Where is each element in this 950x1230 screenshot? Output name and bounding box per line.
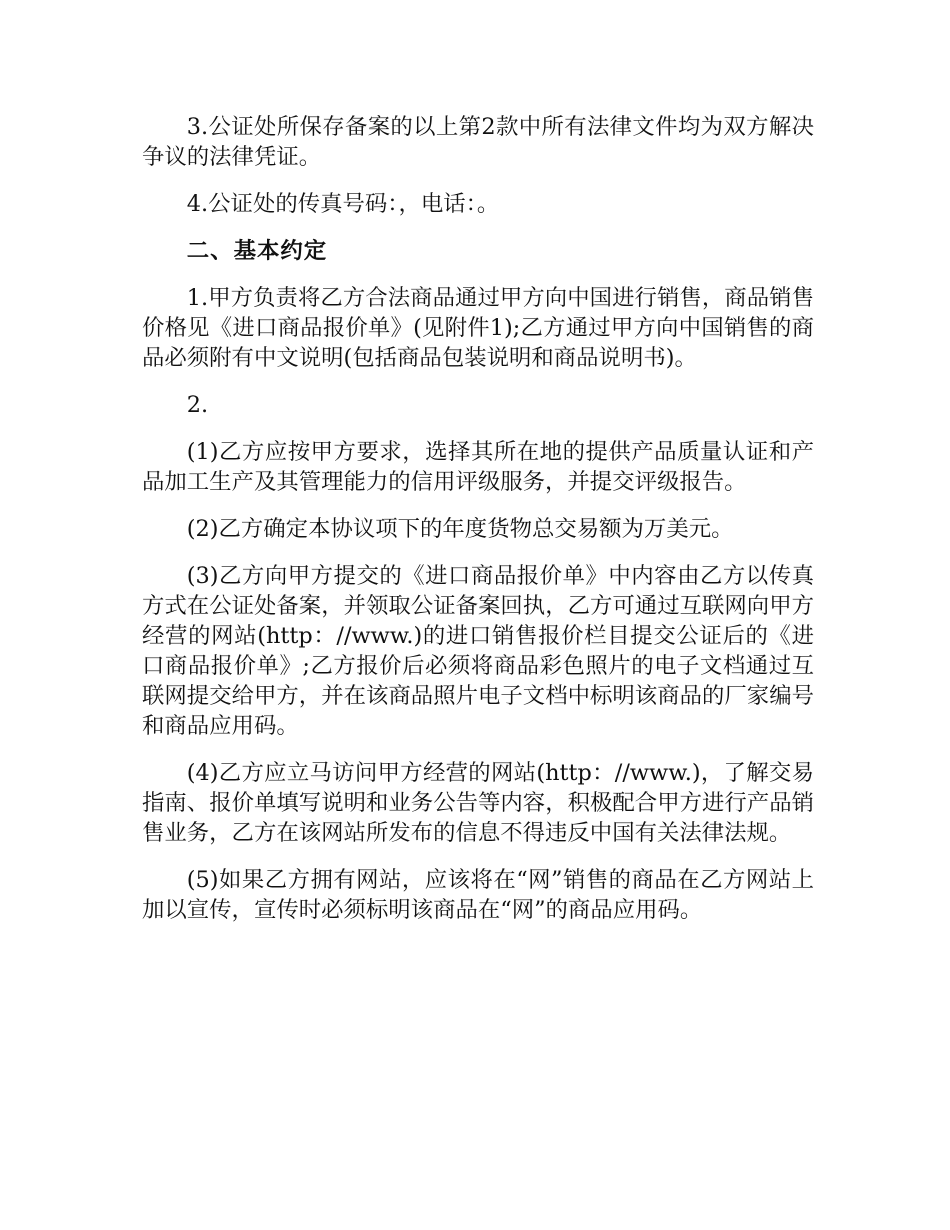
clause-3-archive: 3.公证处所保存备案的以上第2款中所有法律文件均为双方解决争议的法律凭证。 [142, 114, 814, 170]
sub-clause-4-website: (4)乙方应立马访问甲方经营的网站(http：//www.)，了解交易指南、报价单填写说明和业务公告等内容，积极配合甲方进行产品销售业务，乙方在该网站所发布的信息不得违反中国有关法律法规。 [142, 760, 814, 846]
sub-clause-5-promotion: (5)如果乙方拥有网站，应该将在“网”销售的商品在乙方网站上加以宣传，宣传时必须标明该商品在“网”的商品应用码。 [142, 867, 814, 923]
section-heading-basic-terms: 二、基本约定 [186, 238, 328, 264]
sub-clause-2-volume: (2)乙方确定本协议项下的年度货物总交易额为万美元。 [186, 516, 734, 542]
clause-4-fax: 4.公证处的传真号码：，电话：。 [186, 191, 500, 217]
sub-clause-1-rating: (1)乙方应按甲方要求，选择其所在地的提供产品质量认证和产品加工生产及其管理能力的信用评级服务，并提交评级报告。 [142, 439, 814, 495]
clause-1-sales: 1.甲方负责将乙方合法商品通过甲方向中国进行销售，商品销售价格见《进口商品报价单》(见附件1);乙方通过甲方向中国销售的商品必须附有中文说明(包括商品包装说明和商品说明书)。 [142, 285, 814, 371]
document-page [142, 112, 814, 942]
sub-clause-3-quotation: (3)乙方向甲方提交的《进口商品报价单》中内容由乙方以传真方式在公证处备案，并领取公证备案回执，乙方可通过互联网向甲方经营的网站(http：//www.)的进口销售报价栏目提交公证后的《进口商品报价单》;乙方报价后必须将商品彩色照片的电子文档通过互联网提交给甲方，并在该商品照片电子文档中标明该商品的厂家编号和商品应用码。 [142, 563, 814, 739]
clause-2-label: 2. [186, 392, 209, 418]
